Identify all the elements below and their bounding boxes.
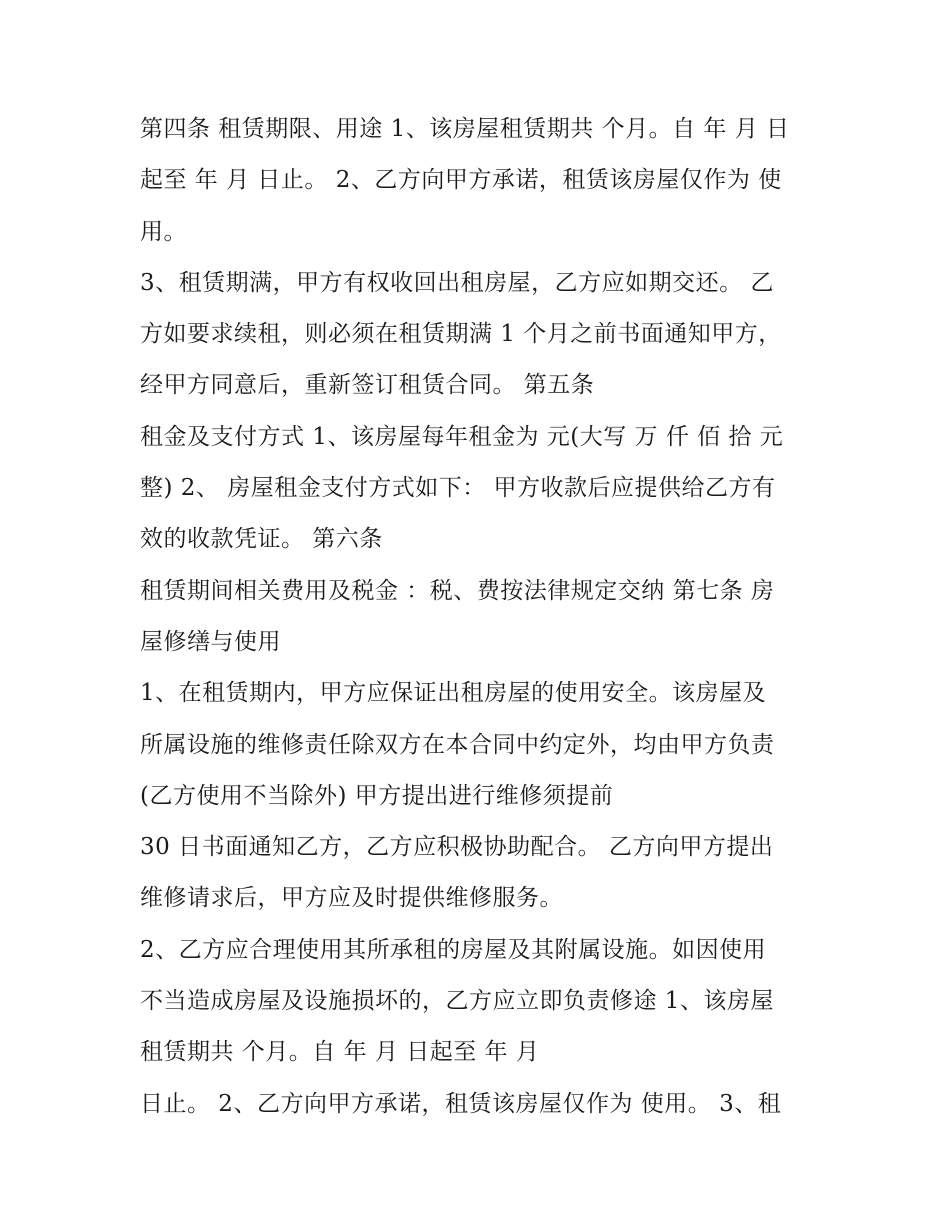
text-line: 租金及支付方式 1、该房屋每年租金为 元(大写 万 仟 佰 拾 元 (140, 423, 784, 450)
text-line: 30 日书面通知乙方，乙方应积极协助配合。 乙方向甲方提出 (140, 834, 774, 861)
text-line: 方如要求续租，则必须在租赁期满 1 个月之前书面通知甲方， (140, 321, 782, 348)
text-line: 所属设施的维修责任除双方在本合同中约定外，均由甲方负责 (140, 731, 775, 758)
text-line: 租赁期间相关费用及税金 ：税、费按法律规定交纳 第七条 房 (140, 577, 775, 604)
text-line: 维修请求后，甲方应及时提供维修服务。 (140, 885, 563, 912)
text-line: 不当造成房屋及设施损坏的，乙方应立即负责修途 1、该房屋 (140, 988, 774, 1015)
text-line: 起至 年 月 日止。 2、乙方向甲方承诺，租赁该房屋仅作为 使 (140, 167, 782, 194)
text-line: 屋修缮与使用 (140, 628, 281, 655)
text-line: 用。 (140, 218, 187, 245)
text-line: (乙方使用不当除外) 甲方提出进行维修须提前 (140, 782, 614, 809)
text-line: 3、租赁期满，甲方有权收回出租房屋，乙方应如期交还。 乙 (140, 269, 774, 296)
text-line: 效的收款凭证。 第六条 (140, 526, 383, 553)
text-line: 日止。 2、乙方向甲方承诺，租赁该房屋仅作为 使用。 3、租 (140, 1090, 782, 1117)
contract-text-body (140, 109, 820, 1135)
text-line: 1、在租赁期内，甲方应保证出租房屋的使用安全。该房屋及 (140, 680, 767, 707)
text-line: 2、乙方应合理使用其所承租的房屋及其附属设施。如因使用 (140, 936, 767, 963)
text-line: 租赁期共 个月。自 年 月 日起至 年 月 (140, 1039, 540, 1066)
text-line: 经甲方同意后，重新签订租赁合同。 第五条 (140, 372, 595, 399)
text-line: 整) 2、 房屋租金支付方式如下： 甲方收款后应提供给乙方有 (140, 475, 776, 502)
text-line: 第四条 租赁期限、用途 1、该房屋租赁期共 个月。自 年 月 日 (140, 116, 790, 142)
